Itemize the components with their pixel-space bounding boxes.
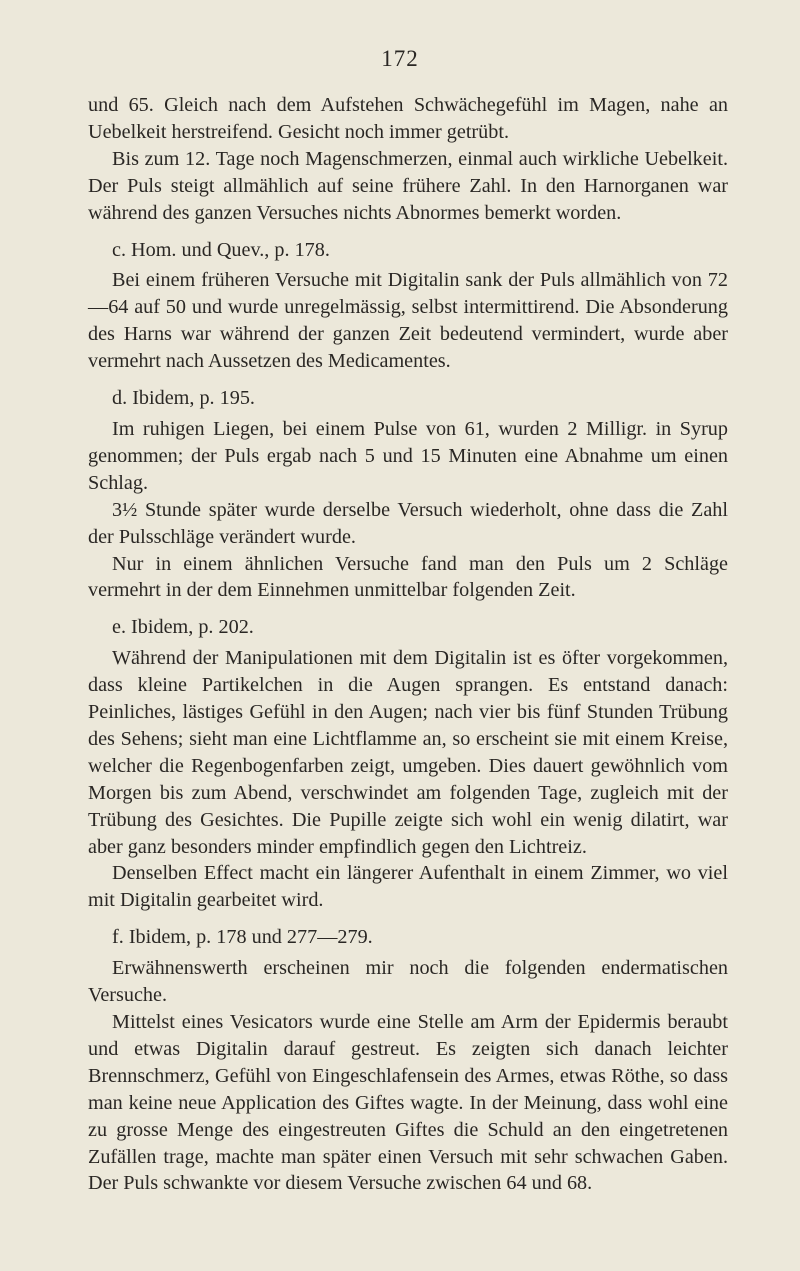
section-heading-f: f. Ibidem, p. 178 und 277—279. [112,926,373,949]
section-heading-d: d. Ibidem, p. 195. [112,387,255,410]
section-heading-c: c. Hom. und Quev., p. 178. [112,238,330,261]
paragraph: 3½ Stunde später wurde derselbe Versuch wiederholt, ohne dass die Zahl der Pulsschläge verändert wurde. [88,498,728,548]
page-body [88,92,728,1197]
paragraph-continuation: und 65. Gleich nach dem Aufstehen Schwächegefühl im Magen, nahe an Uebelkeit herstreifend. Gesicht noch immer getrübt. [88,94,728,143]
paragraph: Bis zum 12. Tage noch Magenschmerzen, einmal auch wirkliche Uebelkeit. Der Puls steigt allmählich auf seine frühere Zahl. In den Harnorganen war während des ganzen Versuches nichts Abnormes bemerkt worden. [88,147,728,224]
paragraph: Im ruhigen Liegen, bei einem Pulse von 61, wurden 2 Milligr. in Syrup genommen; der Puls ergab nach 5 und 15 Minuten eine Abnahme um einen Schlag. [88,417,728,494]
section-heading-e: e. Ibidem, p. 202. [112,616,254,639]
paragraph: Nur in einem ähnlichen Versuche fand man den Puls um 2 Schläge vermehrt in der dem Einnehmen unmittelbar folgenden Zeit. [88,552,728,602]
paragraph: Erwähnenswerth erscheinen mir noch die folgenden endermatischen Versuche. [88,957,728,1007]
paragraph: Denselben Effect macht ein längerer Aufenthalt in einem Zimmer, wo viel mit Digitalin gearbeitet wird. [88,862,728,912]
paragraph: Bei einem früheren Versuche mit Digitalin sank der Puls allmählich von 72—64 auf 50 und wurde unregelmässig, selbst intermittirend. Die Absonderung des Harns war während der ganzen Zeit bedeutend vermindert, wurde aber vermehrt nach Aussetzen des Medicamentes. [88,269,728,373]
paragraph: Während der Manipulationen mit dem Digitalin ist es öfter vorgekommen, dass kleine Partikelchen in die Augen sprangen. Es entstand danach: Peinliches, lästiges Gefühl in den Augen; nach vier bis fünf Stunden Trübung des Sehens; sieht man eine Lichtflamme an, so erscheint sie mit einem Kreise, welcher die Regenbogenfarben zeigt, umgeben. Dies dauert gewöhnlich vom Morgen bis zum Abend, verschwindet am folgenden Tage, zugleich mit der Trübung des Gesichtes. Die Pupille zeigte sich wohl ein wenig dilatirt, war aber ganz besonders minder empfindlich gegen den Lichtreiz. [88,647,728,858]
paragraph: Mittelst eines Vesicators wurde eine Stelle am Arm der Epidermis beraubt und etwas Digitalin darauf gestreut. Es zeigten sich danach leichter Brennschmerz, Gefühl von Eingeschlafensein des Armes, etwas Röthe, so dass man keine neue Application des Giftes wagte. In der Meinung, dass wohl eine zu grosse Menge des eingestreuten Giftes die Schuld an den eingetretenen Zufällen trage, machte man später einen Versuch mit sehr schwachen Gaben. Der Puls schwankte vor diesem Versuche zwischen 64 und 68. [88,1011,728,1195]
page-number: 172 [381,46,419,71]
